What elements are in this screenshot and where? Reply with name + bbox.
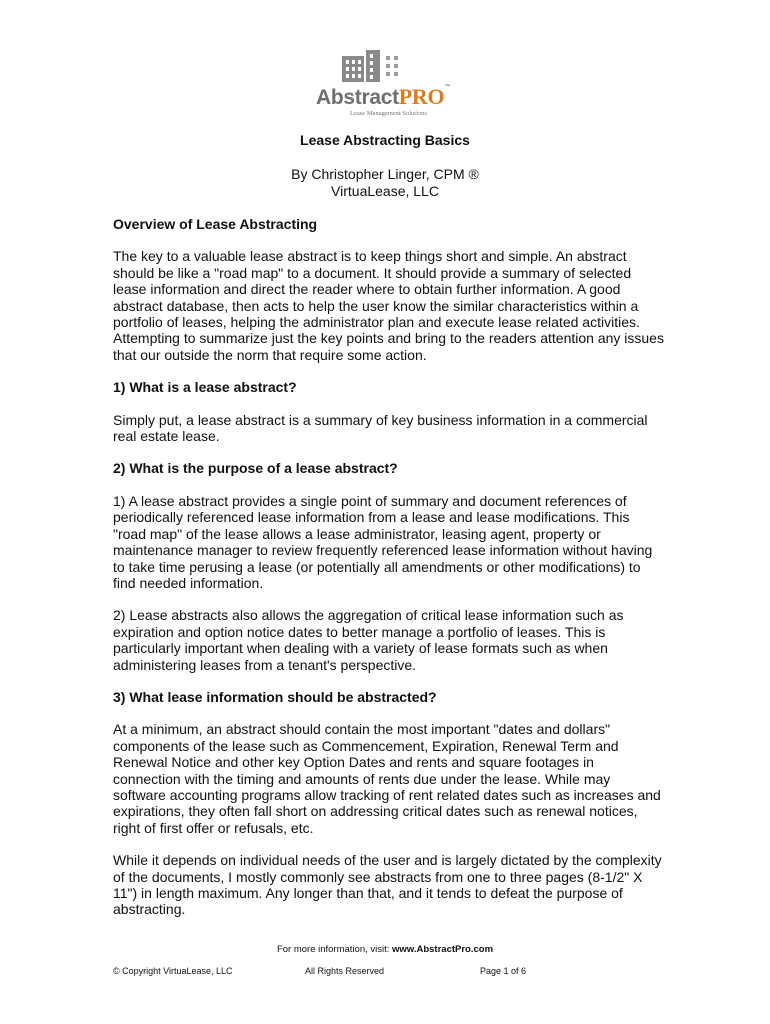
logo-tagline: Lease Management Solutions [350,110,427,117]
building-icon [342,50,422,82]
footer-page-number: Page 1 of 6 [480,966,527,976]
paragraph: 2) Lease abstracts also allows the aggregation of critical lease information such as expiration and option notice dates to better manage a portfolio of leases. This is particularly important when dealing with a variety of lease formats such as when administering leases from a tenant's perspective. [113,607,624,673]
author-company: VirtuaLease, LLC [331,183,439,199]
paragraph: Simply put, a lease abstract is a summary of key business information in a commercial real estate lease. [113,411,648,445]
logo-wordmark: AbstractPRO™ [316,84,451,109]
footer-rights: All Rights Reserved [305,966,385,976]
footer-copyright: © Copyright VirtuaLease, LLC [113,966,233,976]
section-heading: 2) What is the purpose of a lease abstract? [113,460,398,477]
author-name: By Christopher Linger, CPM ® [291,166,479,182]
paragraph: The key to a valuable lease abstract is to keep things short and simple. An abstract should be like a "road map" to a document. It should provide a summary of selected lease information and direct the reader where to obtain further information. A good abstract database, then acts to help the user know the similar characteristics within a portfolio of leases, helping the administrator plan and execute lease related activities. Attempting to summarize just the key points and bring to the readers attention any issues that our outside the norm that require some action. [113,248,664,363]
section-heading: 3) What lease information should be abstracted? [113,688,437,705]
document-title: Lease Abstracting Basics [300,132,470,148]
footer-website-link[interactable]: www.AbstractPro.com [392,944,494,955]
paragraph: While it depends on individual needs of the user and is largely dictated by the complexity of the documents, I mostly commonly see abstracts from one to three pages (8-1/2" X 11") in length maximum. Any longer than that, and it tends to defeat the purpose of abstracting. [113,852,662,918]
paragraph: 1) A lease abstract provides a single point of summary and document references of periodically referenced lease information from a lease and lease modifications. This "road map" of the lease allows a lease administrator, leasing agent, property or maintenance manager to review frequently referenced lease information without having to take time perusing a lease (or potentially all amendments or other modifications) to find needed information. [113,492,653,591]
section-heading: 1) What is a lease abstract? [113,379,297,396]
section-heading: Overview of Lease Abstracting [113,216,318,232]
paragraph: At a minimum, an abstract should contain the most important "dates and dollars" components of the lease such as Commencement, Expiration, Renewal Term and Renewal Notice and other key Option Dates and rents and square footages in connection with the timing and amounts of rents due under the lease. While may software accounting programs allow tracking of rent related dates such as increases and expirations, they often fall short on addressing critical dates such as renewal notices, right of first offer or refusals, etc. [113,721,661,836]
abstractpro-logo [312,50,462,122]
document-body [113,216,665,934]
footer-info-prefix: For more information, visit: [276,944,393,955]
footer-info [0,944,770,955]
author-block [0,166,770,200]
